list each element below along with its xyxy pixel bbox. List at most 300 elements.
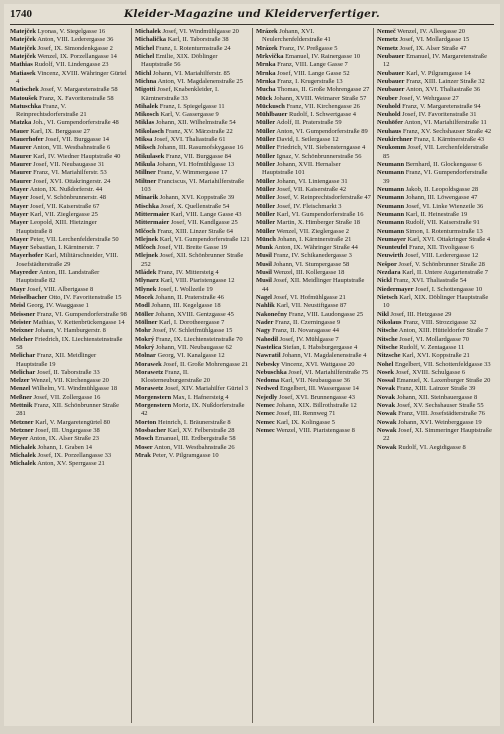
directory-entry [135, 311, 250, 319]
directory-entry [135, 28, 250, 36]
entry-surname: Mayer [10, 219, 29, 227]
directory-entry [135, 444, 250, 452]
entry-surname: Nader [256, 318, 274, 326]
entry-details: Johann, XVIII. Weimarer Straße 57 [272, 94, 367, 102]
directory-entry [377, 327, 492, 335]
entry-surname: Miksch [135, 144, 156, 152]
directory-column-1 [10, 28, 131, 723]
entry-surname: Mikolasch [135, 127, 164, 135]
entry-surname: Nahlik [256, 302, 275, 310]
entry-surname: Michel [135, 52, 155, 60]
entry-details: Simon, I. Rotenturmstraße 13 [404, 227, 483, 235]
entry-details: Josef, XI. Simmeringer Hauptstraße 22 [383, 427, 492, 443]
entry-surname: Michalek [10, 451, 36, 459]
entry-details: Johann, XVI. Weinberggasse 19 [396, 418, 482, 426]
entry-surname: Müller [256, 210, 276, 218]
entry-surname: Müller [256, 127, 276, 135]
entry-surname: Neuhaus [377, 127, 402, 135]
entry-surname: Musil [256, 260, 272, 268]
directory-entry [256, 352, 371, 360]
entry-surname: Mathias [10, 61, 33, 69]
directory-entry [377, 277, 492, 285]
entry-surname: Münch [256, 235, 276, 243]
entry-surname: Mosch [135, 435, 154, 443]
entry-details: Wilhelm, VI. Windmühlgasse 18 [30, 385, 118, 393]
entry-details: Karl, XVI. Ottakringer Straße 4 [405, 235, 491, 243]
directory-entry [135, 78, 250, 86]
entry-surname: Morawetz [135, 385, 164, 393]
entry-surname: Michna [135, 77, 157, 85]
directory-entry [377, 269, 492, 277]
directory-entry [10, 95, 129, 103]
entry-surname: Mlejnek [135, 252, 159, 260]
entry-details: Josef, VIII. Lederergasse 12 [403, 252, 479, 260]
entry-details: Johann, XII. Wilhelmstraße 54 [154, 119, 236, 127]
directory-entry [135, 45, 250, 53]
directory-entry [377, 70, 492, 78]
entry-details: Josef, III. Ungargasse 38 [33, 427, 100, 434]
directory-entry [135, 302, 250, 310]
directory-entry [377, 244, 492, 252]
entry-details: Franz, IV. Preßgasse 5 [277, 44, 338, 52]
entry-details: Georg, IV. Waaggasse 1 [25, 302, 89, 310]
entry-details: Anton, XVI. Thaliastraße 36 [404, 86, 481, 94]
directory-entry [377, 28, 492, 36]
entry-details: Josef, IV. Mühlgasse 7 [278, 335, 339, 343]
directory-entry [377, 136, 492, 144]
entry-surname: Müller [256, 185, 276, 193]
directory-entry [10, 169, 129, 177]
entry-details: Josef, VII. Kandlgasse 25 [169, 219, 238, 227]
directory-entry [256, 361, 371, 369]
directory-entry [135, 86, 250, 103]
entry-surname: Mayerhofer [10, 252, 44, 260]
entry-details: Josef, VIII. Albertgasse 8 [25, 285, 94, 293]
entry-details: Bernhard, II. Glockengasse 6 [404, 161, 482, 168]
directory-entry [135, 236, 250, 244]
entry-surname: Matischek [10, 86, 39, 94]
entry-surname: Neumann [377, 202, 405, 210]
entry-surname: Nikolaus [377, 318, 402, 326]
directory-entry [135, 327, 250, 335]
entry-surname: Nemec [256, 418, 275, 426]
entry-surname: Neuhöfer [377, 119, 403, 127]
directory-entry [377, 219, 492, 227]
entry-surname: Mrkvička [256, 52, 284, 60]
entry-surname: Mosbacher [135, 427, 167, 434]
directory-entry [10, 161, 129, 169]
directory-entry [135, 153, 250, 161]
directory-entry [256, 410, 371, 418]
directory-entry [377, 361, 492, 369]
entry-surname: Musil [256, 252, 272, 260]
entry-surname: Morgenstern [135, 393, 172, 401]
directory-entry [377, 352, 492, 360]
directory-entry [10, 219, 129, 236]
entry-surname: Novak [377, 385, 396, 393]
entry-surname: Neumann [377, 169, 405, 177]
entry-details: Franz, I. Krugerstraße 13 [275, 77, 343, 85]
entry-surname: Nitsche [377, 327, 398, 335]
entry-details: Josef, XVI. Ottakringerstr. 24 [31, 177, 111, 185]
entry-details: Anton, III. Landstraßer Hauptstraße 82 [16, 269, 100, 285]
entry-details: Engelbert, III. Wassergasse 14 [278, 385, 359, 393]
entry-surname: Neumann [377, 227, 405, 235]
entry-details: Franz, II. Klosterneuburgerstraße 20 [141, 368, 211, 385]
entry-details: Rudolf, VII. Lindengasse 23 [32, 61, 109, 69]
directory-entry [377, 161, 492, 169]
entry-surname: Menzel [10, 385, 31, 393]
entry-surname: Miklas [135, 119, 155, 127]
directory-entry [10, 460, 129, 468]
entry-details: Josef, VI. Mollardgasse 70 [397, 335, 469, 343]
directory-entry [10, 70, 129, 87]
entry-surname: Mayer [10, 185, 29, 193]
directory-entry [10, 252, 129, 269]
entry-details: Johann, VI. Mariahilferstr. 85 [151, 69, 231, 77]
entry-details: Karl, II. Untere Augartenstraße 7 [400, 269, 489, 277]
entry-surname: Musil [256, 269, 272, 277]
entry-details: Franz, VIII. Josefstädterstraße 76 [396, 410, 485, 418]
directory-entry [256, 178, 371, 186]
entry-surname: Maurer [10, 144, 32, 152]
directory-entry [10, 419, 129, 427]
entry-surname: Meiselbacher [10, 294, 48, 301]
entry-details: Josef, XII. Schönbrunner Straße 252 [141, 252, 244, 268]
directory-entry [256, 419, 371, 427]
directory-entry [377, 410, 492, 418]
entry-details: Karl, VIII. Piaristengasse 12 [158, 277, 235, 285]
entry-surname: Mrak [135, 451, 151, 459]
directory-entry [256, 261, 371, 269]
directory-entry [256, 45, 371, 53]
directory-entry [135, 361, 250, 369]
entry-surname: Matiasek [10, 69, 36, 77]
entry-surname: Müller [256, 144, 276, 152]
entry-surname: Neubauer [377, 86, 405, 94]
entry-details: Johann, V. Hamburgerstr. 8 [33, 327, 106, 335]
entry-details: Karl, IV. Wiedner Hauptstraße 40 [31, 152, 121, 160]
entry-details: Franz, XIII. Lainzer Straße 32 [404, 77, 485, 85]
directory-entry [10, 377, 129, 385]
entry-surname: Neuwirth [377, 252, 404, 260]
entry-surname: Mikula [135, 161, 156, 168]
entry-details: David, I. Seilergasse 12 [275, 136, 339, 144]
entry-surname: Novak [377, 402, 396, 410]
entry-details: Franz, V. Wimmergasse 17 [155, 169, 228, 177]
entry-surname: Mrázek [256, 44, 278, 52]
directory-entry [377, 252, 492, 260]
entry-surname: Neumann [377, 194, 405, 202]
entry-details: Josef, VII. Breite Gasse 19 [155, 244, 228, 252]
directory-entry [135, 319, 250, 327]
directory-entry [377, 203, 492, 211]
entry-details: Josef, III. Rennweg 71 [274, 410, 336, 418]
entry-surname: Nemeč [377, 28, 396, 35]
entry-surname: Möllner [135, 318, 158, 326]
entry-surname: Mohr [135, 327, 151, 335]
directory-entry [256, 136, 371, 144]
directory-entry [256, 119, 371, 127]
entry-details: Johann, VI. Hofmühlgasse 13 [155, 161, 235, 168]
directory-entry [135, 419, 250, 427]
entry-surname: Neumayer [377, 235, 406, 243]
entry-surname: Nemec [256, 402, 275, 410]
entry-details: Josef, XV. Sechshauser Straße 55 [395, 402, 484, 410]
entry-details: Karl, XIX. Döblinger Hauptstraße 10 [383, 294, 489, 310]
entry-surname: Mocek [135, 294, 154, 301]
entry-details: Emanuel, III. Erdbergstraße 58 [153, 435, 236, 443]
directory-entry [10, 186, 129, 194]
entry-surname: Mayer [10, 210, 29, 218]
directory-entry [377, 45, 492, 53]
entry-details: Anton, IX. Nußdorferstr. 44 [28, 185, 103, 193]
entry-details: Franz, VI. Gumpendorferstraße 98 [35, 310, 127, 318]
entry-details: Lyonas, V. Siegelgasse 16 [35, 28, 106, 35]
directory-entry [377, 294, 492, 311]
entry-details: Franz, VI. Gumpendorferstraße 39 [383, 169, 488, 185]
entry-surname: Müller [256, 161, 276, 168]
directory-entry [10, 211, 129, 219]
directory-entry [10, 427, 129, 435]
entry-details: Karl, IX. Kolingasse 5 [274, 418, 336, 426]
directory-entry [135, 111, 250, 119]
directory-entry [256, 144, 371, 152]
entry-surname: Nowak [377, 443, 397, 451]
entry-details: Georg, VI. Kanalgasse 12 [155, 352, 225, 360]
directory-entry [135, 369, 250, 386]
entry-details: Johann, XVIII. Gentzgasse 45 [153, 310, 234, 318]
entry-surname: Mauer [10, 127, 29, 135]
entry-surname: Nickl [377, 277, 392, 285]
entry-details: Josef, VII. Zollergasse 16 [32, 393, 101, 401]
entry-surname: Mlejnek [135, 235, 159, 243]
entry-surname: Mlynarz [135, 277, 159, 285]
entry-details: Anton, VI. Gumpendorferstraße 89 [275, 127, 368, 135]
entry-details: Rudolf, VII. Kaiserstraße 91 [404, 219, 480, 227]
entry-details: Franz, XV. Märzstraße 22 [163, 127, 233, 135]
directory-entry [377, 78, 492, 86]
directory-entry [10, 136, 129, 144]
directory-entry [10, 302, 129, 310]
directory-entry [135, 228, 250, 236]
directory-entry [10, 444, 129, 452]
entry-details: Anton, VIII. Lederergasse 36 [35, 36, 114, 44]
entry-details: Wenzel, VII. Zieglergasse 2 [275, 227, 349, 235]
entry-surname: Mayer [10, 194, 29, 202]
entry-details: Franz, VIII. Laudongasse 25 [287, 310, 364, 318]
entry-surname: Miksa [135, 136, 153, 144]
directory-entry [10, 128, 129, 136]
entry-details: Jakob, II. Leopoldsgasse 28 [404, 185, 479, 193]
directory-entry [135, 211, 250, 219]
entry-details: Josef, II. Taborstraße 33 [35, 368, 100, 376]
entry-surname: Neumann [377, 219, 405, 227]
directory-entry [256, 311, 371, 319]
entry-details: Josef, XIV. Mariahilfer Gürtel 3 [163, 385, 249, 393]
entry-details: Josef, XVI. Brunnengasse 43 [277, 393, 355, 401]
entry-details: Wenzel, IX. Porzellangasse 14 [35, 52, 117, 60]
directory-entry [10, 385, 129, 393]
directory-entry [256, 153, 371, 161]
entry-surname: Nešpor [377, 260, 397, 268]
directory-entry [377, 103, 492, 111]
directory-entry [256, 236, 371, 244]
entry-surname: Neumann [377, 161, 405, 168]
entry-surname: Nawratil [256, 352, 281, 360]
entry-surname: Mlynek [135, 285, 157, 293]
directory-entry [10, 269, 129, 286]
directory-entry [135, 435, 250, 443]
entry-surname: Meissner [10, 310, 36, 318]
entry-surname: Matoušek [10, 94, 38, 102]
directory-column-2 [131, 28, 252, 723]
directory-entry [377, 36, 492, 44]
directory-entry [256, 186, 371, 194]
directory-entry [10, 402, 129, 419]
entry-surname: Nagel [256, 294, 272, 301]
entry-details: Josef, IX. Alser Straße 47 [397, 44, 467, 52]
entry-details: Josef, IV. Favoritenstraße 31 [400, 111, 477, 119]
entry-surname: Michel [135, 44, 155, 52]
directory-entry [135, 394, 250, 402]
entry-details: Anton, XIII. Hütteldorfer Straße 7 [397, 327, 489, 335]
entry-surname: Maurer [10, 169, 32, 177]
entry-surname: Matuschka [10, 102, 42, 110]
entry-surname: Nossal [377, 377, 396, 385]
entry-details: Johann, XVI. Neulerchenfelderstraße 41 [262, 28, 331, 44]
directory-entry [377, 111, 492, 119]
directory-entry [135, 294, 250, 302]
entry-details: Franciscus, VI. Mariahilferstraße 103 [141, 177, 245, 193]
entry-details: Karl, V. Gassergasse 9 [158, 111, 219, 119]
directory-entry [377, 128, 492, 136]
entry-surname: Neuhold [377, 102, 401, 110]
directory-entry [377, 236, 492, 244]
entry-details: Rudolf, V. Zentagasse 11 [397, 343, 465, 351]
directory-entry [10, 119, 129, 127]
entry-surname: Nietsch [377, 294, 398, 301]
entry-surname: Nowak [377, 410, 397, 418]
entry-surname: Mück [256, 94, 273, 102]
entry-details: Emanuel, IV. Margaretenstraße 12 [383, 52, 488, 69]
entry-details: Rudolf, I. Schwertgasse 4 [287, 111, 357, 119]
entry-surname: Mucha [256, 86, 276, 94]
entry-details: Josef, VIII. Lange Gasse 52 [275, 69, 350, 77]
entry-details: Karl, VII. Neubaugasse 36 [279, 377, 351, 385]
entry-details: Josef, XVIII. Schulgasse 6 [393, 368, 466, 376]
directory-entry [256, 319, 371, 327]
entry-details: Josef, VII. Burggasse 14 [43, 136, 110, 144]
entry-details: Wenzel, VII. Kirchengasse 20 [29, 377, 109, 385]
entry-details: Sebastian, I. Kärntnerstr. 7 [28, 244, 100, 252]
entry-details: Karl, II. Taborstraße 38 [166, 36, 229, 44]
entry-details: Josef, I. Schottengasse 10 [413, 285, 483, 293]
entry-surname: Melcher [10, 335, 34, 343]
directory-entry [256, 211, 371, 219]
entry-details: Emanuel, IV. Rainergasse 10 [283, 52, 361, 60]
entry-surname: Müller [256, 202, 276, 210]
entry-surname: Nebuschka [256, 368, 287, 376]
directory-entry [10, 311, 129, 319]
directory-entry [256, 219, 371, 227]
entry-surname: Mayer [10, 235, 29, 243]
entry-details: Johann, VII. Neubaugasse 62 [154, 343, 233, 351]
directory-entry [10, 36, 129, 44]
entry-surname: Novak [377, 393, 396, 401]
entry-details: Karl, V. Margaretengürtel 80 [33, 418, 111, 426]
entry-details: Franz, V. Margaretenstraße 94 [400, 102, 481, 110]
entry-details: Leopold, XIII. Hietzinger Hauptstraße 8 [16, 219, 97, 235]
entry-details: Karl, V. Pilgramgasse 14 [404, 69, 471, 77]
entry-surname: Neunteufel [377, 244, 408, 252]
entry-surname: Müller [256, 119, 276, 127]
directory-entry [135, 244, 250, 252]
entry-surname: Neukomm [377, 144, 406, 152]
entry-surname: Müller [256, 177, 276, 185]
entry-details: Franz, IV. Schikanedergasse 3 [271, 252, 352, 260]
entry-details: Josef, V. Schönbrunner Straße 28 [396, 260, 485, 268]
directory-entry [256, 294, 371, 302]
directory-entry [135, 286, 250, 294]
entry-details: Karl, VI. Gumpendorferstraße 121 [158, 235, 250, 243]
entry-surname: Morawetz [135, 368, 164, 376]
entry-surname: Mühlbauer [256, 111, 288, 119]
entry-details: Johann, VI. Stumpergasse 58 [271, 260, 350, 268]
entry-details: Johann, XIX. Billrothstraße 12 [274, 402, 357, 410]
entry-surname: Mayreder [10, 269, 38, 277]
directory-entry [377, 286, 492, 294]
entry-details: Emilie, XIX. Döblinger Hauptstraße 56 [141, 52, 218, 69]
entry-surname: Mückusch [256, 102, 285, 110]
directory-entry [256, 302, 371, 310]
directory-entry [10, 144, 129, 152]
entry-surname: Mayr [10, 285, 26, 293]
directory-entry [377, 119, 492, 127]
entry-details: Ignaz, V. Schönbrunnerstraße 56 [275, 152, 362, 160]
entry-details: Martin, X. Himberger Straße 18 [275, 219, 361, 227]
entry-details: Franz, IX. Liechtensteinstraße 70 [154, 335, 243, 343]
directory-entry [256, 252, 371, 260]
directory-entry [135, 336, 250, 344]
entry-details: Josef, V. Reinprechtsdorferstraße 47 [275, 194, 371, 202]
entry-surname: Mikosch [135, 111, 159, 119]
entry-surname: Nemec [256, 427, 275, 434]
directory-entry [377, 336, 492, 344]
entry-details: Peter, V. Pilgramgasse 10 [150, 451, 219, 459]
directory-entry [377, 344, 492, 352]
directory-entry [135, 452, 250, 460]
entry-surname: Maurer [10, 161, 32, 168]
entry-surname: Mittermaier [135, 219, 170, 227]
entry-details: Franz, II. Novaragasse 44 [270, 327, 340, 335]
entry-surname: Minarik [135, 194, 159, 202]
entry-surname: Nemetz [377, 36, 398, 44]
entry-surname: Matejček [10, 36, 36, 44]
directory-entry [256, 61, 371, 69]
entry-surname: Migotti [135, 86, 156, 94]
entry-details: Josef, V. Schönbrunnerstr. 48 [28, 194, 106, 202]
entry-surname: Nedwed [256, 385, 279, 393]
entry-details: Josef, VII. Kaiserstraße 67 [28, 202, 100, 210]
entry-details: Moriz, IX. Nußdorferstraße 42 [141, 402, 245, 418]
directory-entry [135, 219, 250, 227]
entry-details: Josef, I. Wollzeile 19 [156, 285, 213, 293]
directory-entry [256, 86, 371, 94]
entry-surname: Meisl [10, 302, 26, 310]
directory-entry [377, 194, 492, 202]
directory-entry [256, 369, 371, 377]
